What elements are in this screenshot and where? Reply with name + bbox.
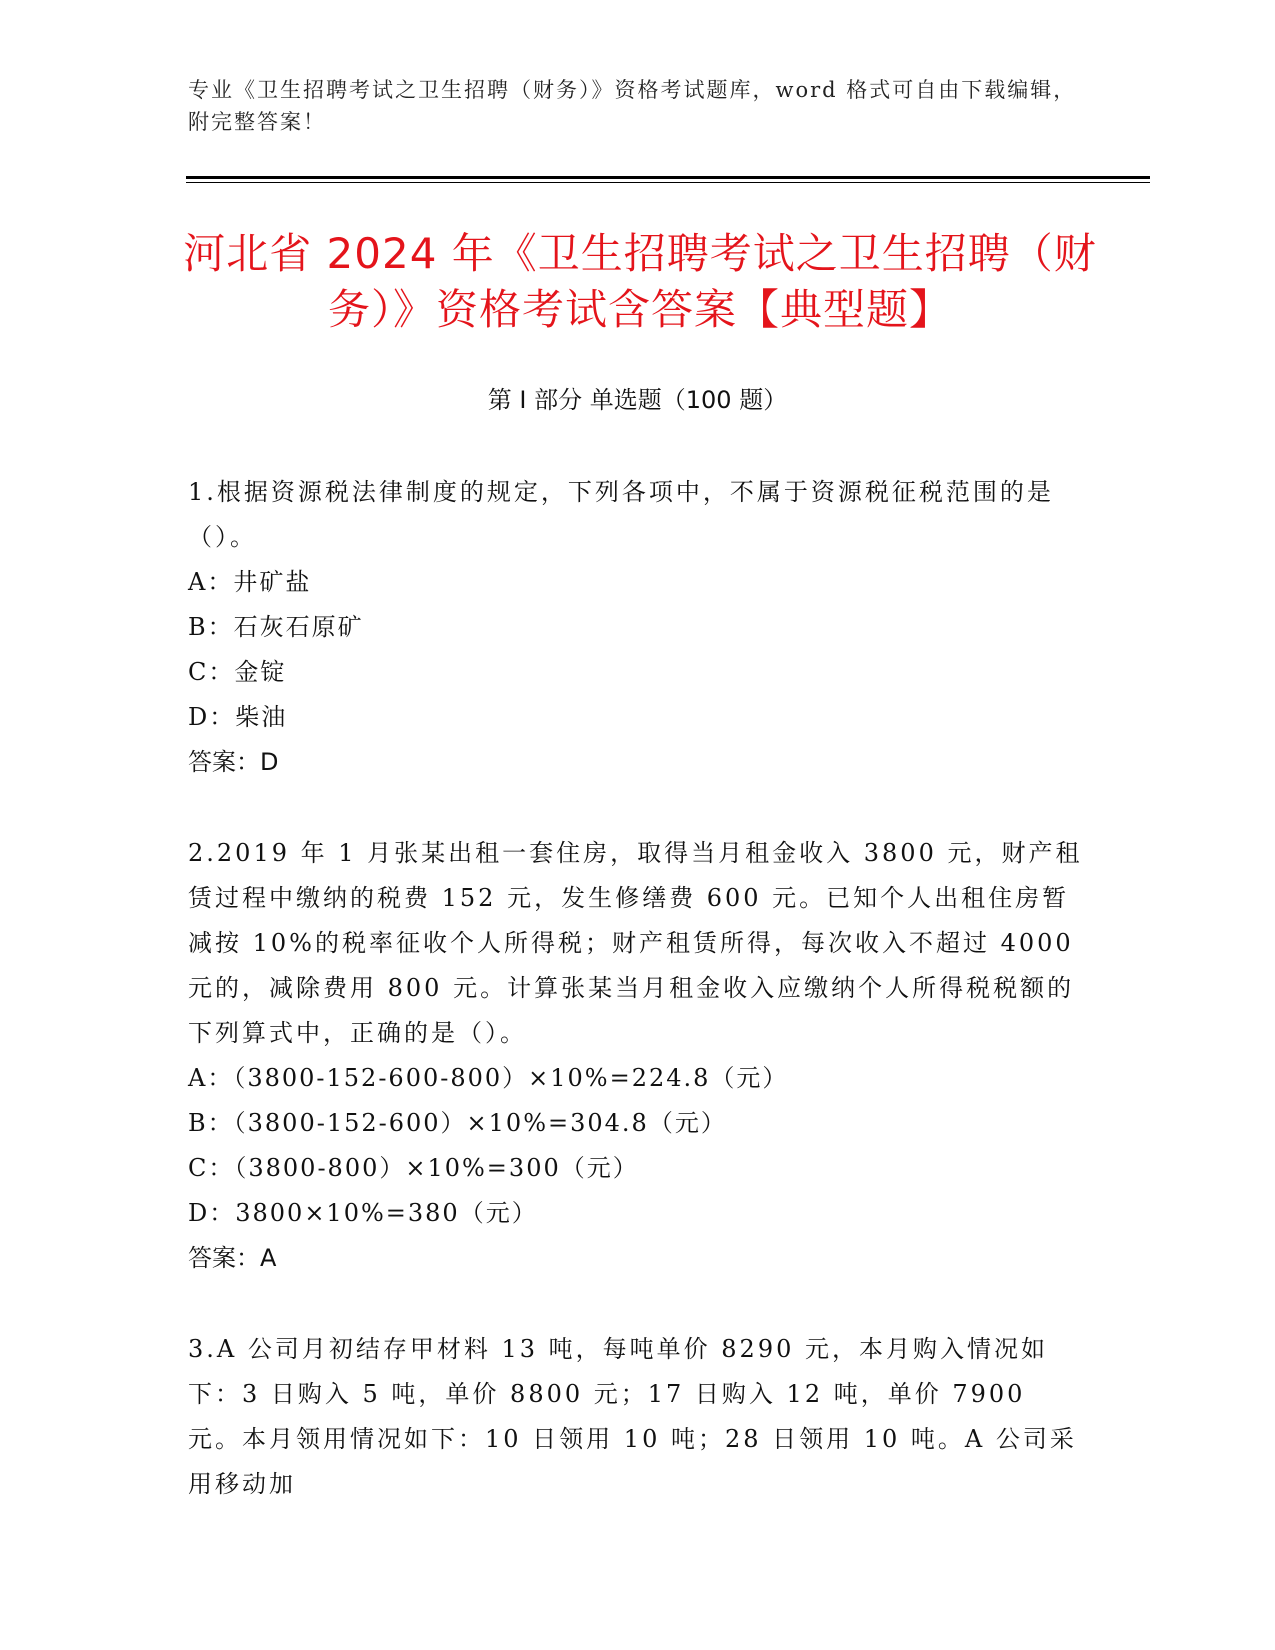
- question-stem: 1.根据资源税法律制度的规定，下列各项中，不属于资源税征税范围的是（）。: [188, 478, 1054, 551]
- option-b: B：石灰石原矿: [188, 613, 364, 641]
- question-3: [188, 1327, 1088, 1507]
- answer: 答案：A: [188, 1244, 277, 1272]
- question-stem: 3.A 公司月初结存甲材料 13 吨，每吨单价 8290 元，本月购入情况如下：3 日购入 5 吨，单价 8800 元；17 日购入 12 吨，单价 7900 元。本月领用情况如下：10 日领用 10 吨；28 日领用 10 吨。A 公司采用移动加: [188, 1335, 1077, 1498]
- question-1: [188, 470, 1088, 785]
- header-note: 专业《卫生招聘考试之卫生招聘（财务）》资格考试题库，word 格式可自由下载编辑，附完整答案！: [188, 78, 1077, 134]
- header-divider-thin: [186, 182, 1150, 183]
- document-title: 河北省 2024 年《卫生招聘考试之卫生招聘（财务）》资格考试含答案【典型题】: [183, 229, 1097, 334]
- option-d: D：3800×10%=380（元）: [188, 1199, 538, 1227]
- option-c: C：（3800-800）×10%=300（元）: [188, 1154, 639, 1182]
- question-list: [188, 470, 1088, 1553]
- question-stem: 2.2019 年 1 月张某出租一套住房，取得当月租金收入 3800 元，财产租赁过程中缴纳的税费 152 元，发生修缮费 600 元。已知个人出租住房暂减按 10%的税率征收个人所得税；财产租赁所得，每次收入不超过 4000 元的，减除费用 800 元。计算张某当月租金收入应缴纳个人所得税税额的下列算式中，正确的是（）。: [188, 839, 1083, 1047]
- option-c: C：金锭: [188, 658, 287, 686]
- option-a: A：井矿盐: [188, 568, 312, 596]
- option-a: A：（3800-152-600-800）×10%=224.8（元）: [188, 1064, 789, 1092]
- answer: 答案：D: [188, 748, 279, 776]
- header-divider-thick: [186, 176, 1150, 179]
- section-title: 第 I 部分 单选题（100 题）: [487, 386, 788, 414]
- option-b: B：（3800-152-600）×10%=304.8（元）: [188, 1109, 727, 1137]
- option-d: D：柴油: [188, 703, 288, 731]
- question-2: [188, 831, 1088, 1281]
